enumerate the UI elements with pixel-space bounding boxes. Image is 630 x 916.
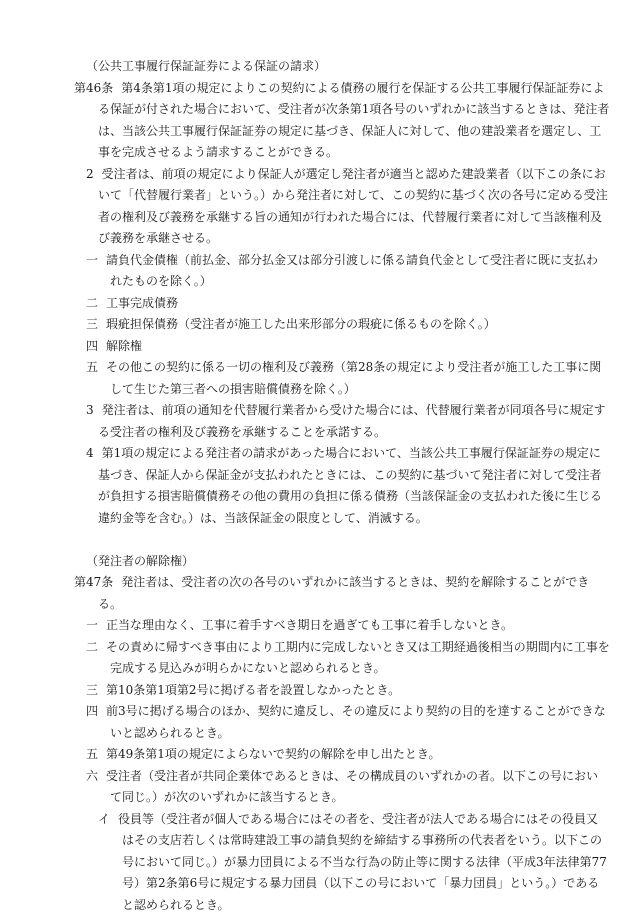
item-text: 瑕疵担保債務（受注者が施工した出来形部分の瑕疵に係るものを除く。） (106, 317, 496, 331)
item-label: 一 (86, 618, 98, 632)
article-46-item-1 (74, 250, 610, 293)
article-47-subitem-i (74, 809, 610, 916)
article-47-text: 発注者は、受注者の次の各号のいずれかに該当するときは、契約を解除することができる。 (98, 575, 589, 611)
item-text: 正当な理由なく、工事に着手すべき期日を過ぎても工事に着手しないとき。 (106, 618, 513, 632)
article-47-item-5 (74, 744, 610, 766)
item-text: 工事完成債務 (106, 296, 178, 310)
article-46-item-4 (74, 336, 610, 358)
item-label: 三 (86, 683, 98, 697)
article-46-item-2 (74, 293, 610, 315)
article-46-paragraph-2 (74, 164, 610, 250)
article-47-item-3 (74, 680, 610, 702)
subitem-text: 役員等（受注者が個人である場合にはその者を、受注者が法人である場合にはその役員又はその支店若しくは常時建設工事の請負契約を締結する事務所の代表者をいう。以下この号において同じ。）が暴力団員による不当な行為の防止等に関する法律（平成3年法律第77号）第2条第6号に規定する暴力団員（以下この号において「暴力団員」という。）であると認められるとき。 (118, 812, 607, 912)
paragraph-text: 受注者は、前項の規定により保証人が選定し発注者が適当と認めた建設業者（以下この条において「代替履行業者」という。）から発注者に対して、この契約に基づく次の各号に定める受注者の権利及び義務を承継する旨の通知が行われた場合には、代替履行業者に対して当該権利及び義務を承継させる。 (98, 167, 608, 246)
item-text: 前3号に掲げる場合のほか、契約に違反し、その違反により契約の目的を達することができないと認められるとき。 (106, 704, 606, 740)
article-46-paragraph-4 (74, 443, 610, 529)
article-46-text: 第4条第1項の規定によりこの契約による債務の履行を保証する公共工事履行保証証券による保証が付された場合において、受注者が次条第1項各号のいずれかに該当するときは、発注者は、当該公共工事履行保証証券の規定に基づき、保証人に対して、他の建設業者を選定し、工事を完成させるよう請求することができる。 (98, 81, 609, 160)
document-body (74, 56, 610, 916)
item-text: 請負代金債権（前払金、部分払金又は部分引渡しに係る請負代金として受注者に既に支払われたものを除く。） (106, 253, 598, 289)
item-text: その他この契約に係る一切の権利及び義務（第28条の規定により受注者が施工した工事に関して生じた第三者への損害賠償債務を除く。） (106, 360, 601, 396)
item-label: 二 (86, 640, 98, 654)
item-label: 六 (86, 769, 98, 783)
article-47 (74, 572, 610, 615)
paragraph-number: 2 (86, 167, 94, 181)
subitem-label: イ (98, 812, 110, 826)
article-47-number: 第47条 (74, 575, 113, 589)
item-label: 五 (86, 360, 98, 374)
article-46-paragraph-3 (74, 400, 610, 443)
item-label: 四 (86, 339, 98, 353)
paragraph-text: 第1項の規定による発注者の請求があった場合において、当該公共工事履行保証証券の規定に基づき、保証人から保証金が支払われたときには、この契約に基づいて発注者に対して受注者が負担する損害賠償債務その他の費用の負担に係る債務（当該保証金の支払われた後に生じる違約金等を含む。）は、当該保証金の限度として、消滅する。 (98, 446, 602, 525)
article-47-item-2 (74, 637, 610, 680)
article-47-item-4 (74, 701, 610, 744)
article-47-item-6 (74, 766, 610, 809)
item-label: 五 (86, 747, 98, 761)
item-label: 三 (86, 317, 98, 331)
item-text: 解除権 (106, 339, 142, 353)
article-47-heading: （発注者の解除権） (74, 551, 610, 573)
item-text: 第10条第1項第2号に掲げる者を設置しなかったとき。 (106, 683, 400, 697)
article-47-item-1 (74, 615, 610, 637)
paragraph-number: 4 (86, 446, 94, 460)
item-label: 二 (86, 296, 98, 310)
item-text: 第49条第1項の規定によらないで契約の解除を申し出たとき。 (106, 747, 440, 761)
article-46-heading: （公共工事履行保証証券による保証の請求） (74, 56, 610, 78)
article-46 (74, 78, 610, 164)
section-spacer (74, 529, 610, 551)
item-label: 四 (86, 704, 98, 718)
article-46-number: 第46条 (74, 81, 113, 95)
article-46-item-5 (74, 357, 610, 400)
article-46-item-3 (74, 314, 610, 336)
paragraph-text: 発注者は、前項の通知を代替履行業者から受けた場合には、代替履行業者が同項各号に規定する受注者の権利及び義務を承継することを承諾する。 (98, 403, 606, 439)
item-label: 一 (86, 253, 98, 267)
paragraph-number: 3 (86, 403, 94, 417)
item-text: その責めに帰すべき事由により工期内に完成しないとき又は工期経過後相当の期間内に工事を完成する見込みが明らかにないと認められるとき。 (106, 640, 610, 676)
item-text: 受注者（受注者が共同企業体であるときは、その構成員のいずれかの者。以下この号において同じ。）が次のいずれかに該当するとき。 (106, 769, 598, 805)
